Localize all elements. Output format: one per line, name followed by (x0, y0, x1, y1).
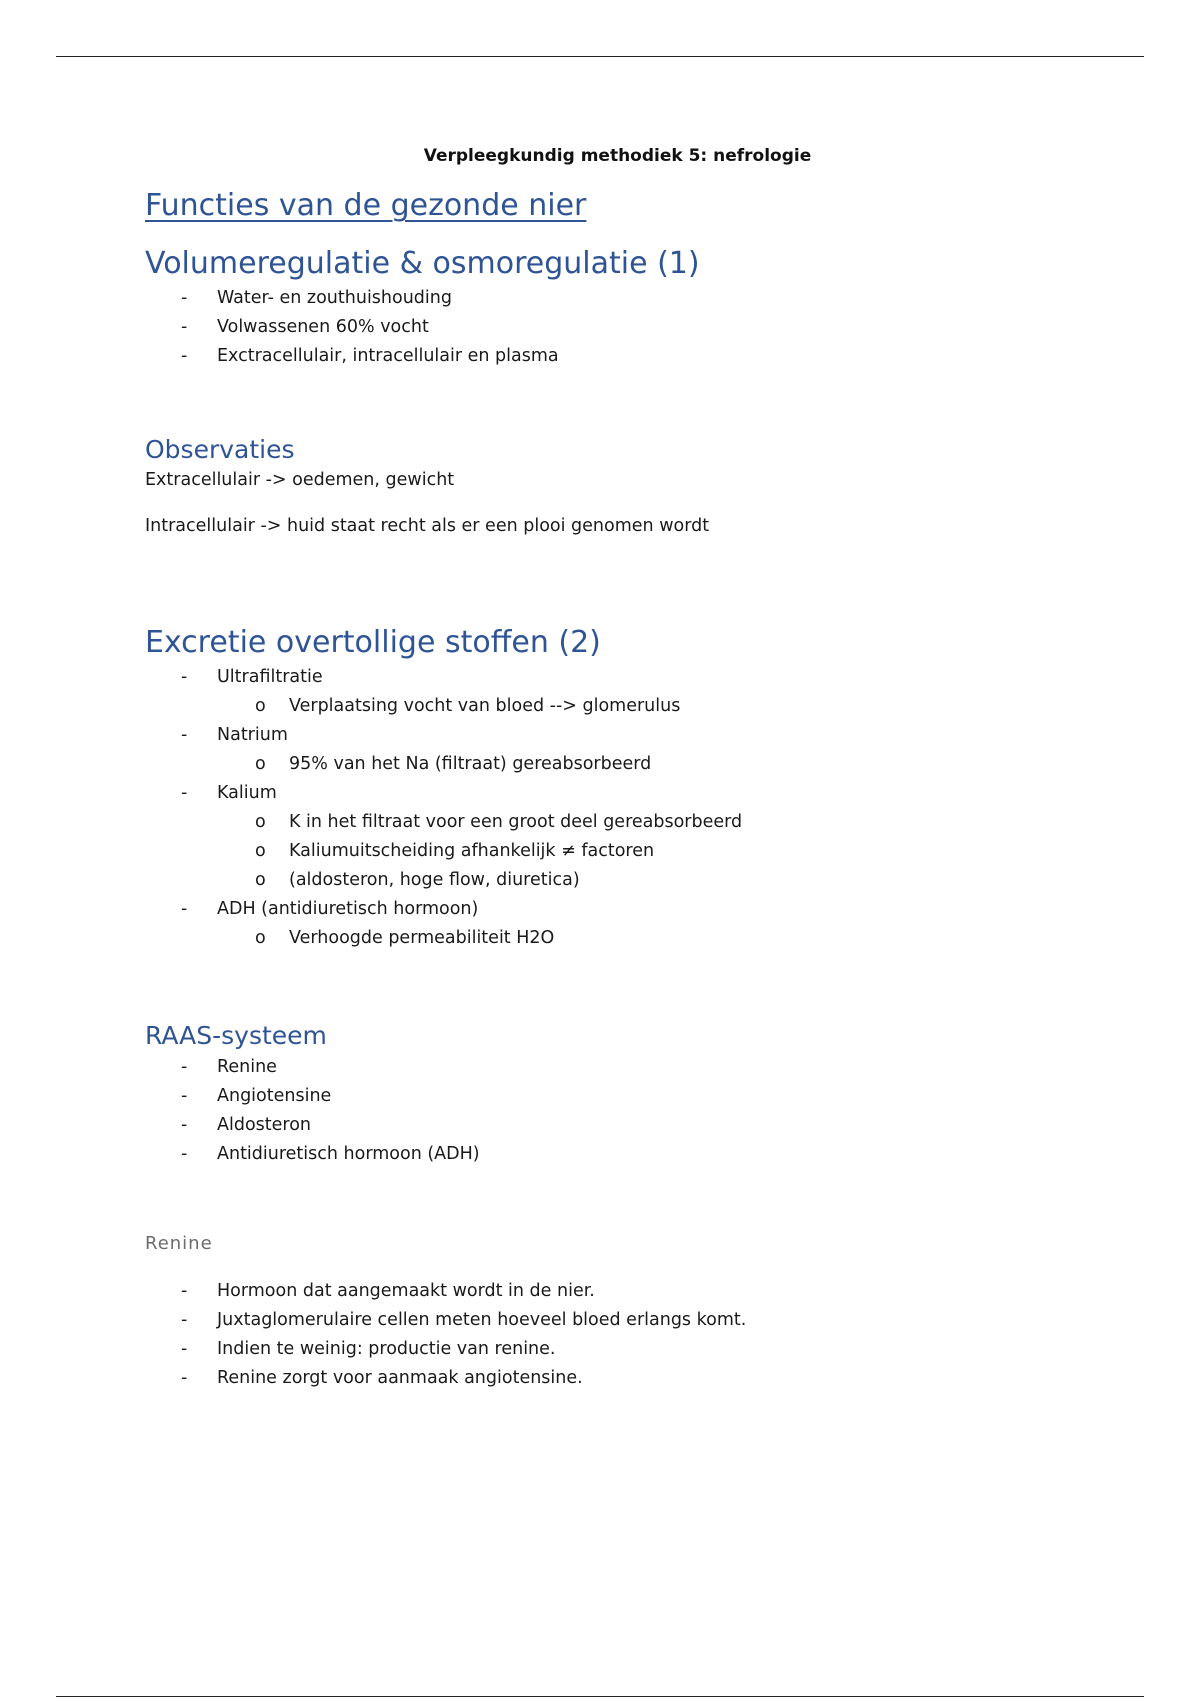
circle-marker: o (255, 928, 266, 948)
circle-marker: o (255, 696, 266, 716)
sublist-item: o Verplaatsing vocht van bloed --> glomerulus (145, 692, 1065, 721)
dash-marker: - (181, 1057, 188, 1077)
list-item: - Natrium o 95% van het Na (filtraat) gereabsorbeerd (145, 721, 1065, 779)
sublist-item: o K in het filtraat voor een groot deel gereabsorbeerd (145, 808, 1065, 837)
list-item: - Kalium o K in het filtraat voor een groot deel gereabsorbeerd o Kaliumuitscheiding afhankelijk ≠ factoren o (aldosteron, hoge flow, diuretica) (145, 779, 1065, 895)
circle-marker: o (255, 841, 266, 861)
dash-marker: - (181, 1086, 188, 1106)
document-page (145, 140, 1065, 1393)
circle-marker: o (255, 812, 266, 832)
list-item: - Exctracellulair, intracellulair en plasma (145, 342, 1065, 371)
list-item: - Ultrafiltratie o Verplaatsing vocht van bloed --> glomerulus (145, 663, 1065, 721)
heading-excretie: Excretie overtollige stoffen (2) (145, 625, 601, 660)
dash-marker: - (181, 317, 188, 337)
list-excretie (145, 663, 1065, 953)
list-item: - Renine (145, 1053, 1065, 1082)
list-item: - Juxtaglomerulaire cellen meten hoeveel bloed erlangs komt. (145, 1306, 1065, 1335)
dash-marker: - (181, 1281, 188, 1301)
list-item: - Water- en zouthuishouding (145, 284, 1065, 313)
list-item: - Renine zorgt voor aanmaak angiotensine. (145, 1364, 1065, 1393)
dash-marker: - (181, 1339, 188, 1359)
sublist (217, 808, 1065, 895)
list-volumeregulatie (145, 284, 1065, 371)
circle-marker: o (255, 754, 266, 774)
sublist (217, 692, 1065, 721)
footer-rule (56, 1696, 1144, 1697)
dash-marker: - (181, 1144, 188, 1164)
sublist (217, 750, 1065, 779)
observatie-line-intracellulair: Intracellulair -> huid staat recht als er een plooi genomen wordt (145, 516, 710, 536)
heading-observaties: Observaties (145, 435, 295, 464)
list-item: - Aldosteron (145, 1111, 1065, 1140)
heading-volumeregulatie: Volumeregulatie & osmoregulatie (1) (145, 246, 700, 281)
sublist-item: o Verhoogde permeabiliteit H2O (145, 924, 1065, 953)
heading-renine: Renine (145, 1233, 213, 1254)
dash-marker: - (181, 725, 188, 745)
sublist-item: o Kaliumuitscheiding afhankelijk ≠ factoren (145, 837, 1065, 866)
list-item: - Volwassenen 60% vocht (145, 313, 1065, 342)
sublist-item: o (aldosteron, hoge flow, diuretica) (145, 866, 1065, 895)
dash-marker: - (181, 1115, 188, 1135)
list-item: - Antidiuretisch hormoon (ADH) (145, 1140, 1065, 1169)
list-item: - Angiotensine (145, 1082, 1065, 1111)
heading-raas-systeem: RAAS-systeem (145, 1021, 327, 1050)
header-rule (56, 56, 1144, 57)
list-raas (145, 1053, 1065, 1169)
dash-marker: - (181, 346, 188, 366)
dash-marker: - (181, 899, 188, 919)
sublist-item: o 95% van het Na (filtraat) gereabsorbeerd (145, 750, 1065, 779)
list-item: - ADH (antidiuretisch hormoon) o Verhoogde permeabiliteit H2O (145, 895, 1065, 953)
dash-marker: - (181, 783, 188, 803)
list-item: - Indien te weinig: productie van renine. (145, 1335, 1065, 1364)
dash-marker: - (181, 1368, 188, 1388)
dash-marker: - (181, 667, 188, 687)
main-heading[interactable]: Functies van de gezonde nier (145, 188, 587, 223)
observatie-line-extracellulair: Extracellulair -> oedemen, gewicht (145, 470, 455, 490)
list-renine (145, 1277, 1065, 1393)
dash-marker: - (181, 1310, 188, 1330)
document-title: Verpleegkundig methodiek 5: nefrologie (423, 146, 812, 166)
list-item: - Hormoon dat aangemaakt wordt in de nier. (145, 1277, 1065, 1306)
dash-marker: - (181, 288, 188, 308)
circle-marker: o (255, 870, 266, 890)
sublist (217, 924, 1065, 953)
